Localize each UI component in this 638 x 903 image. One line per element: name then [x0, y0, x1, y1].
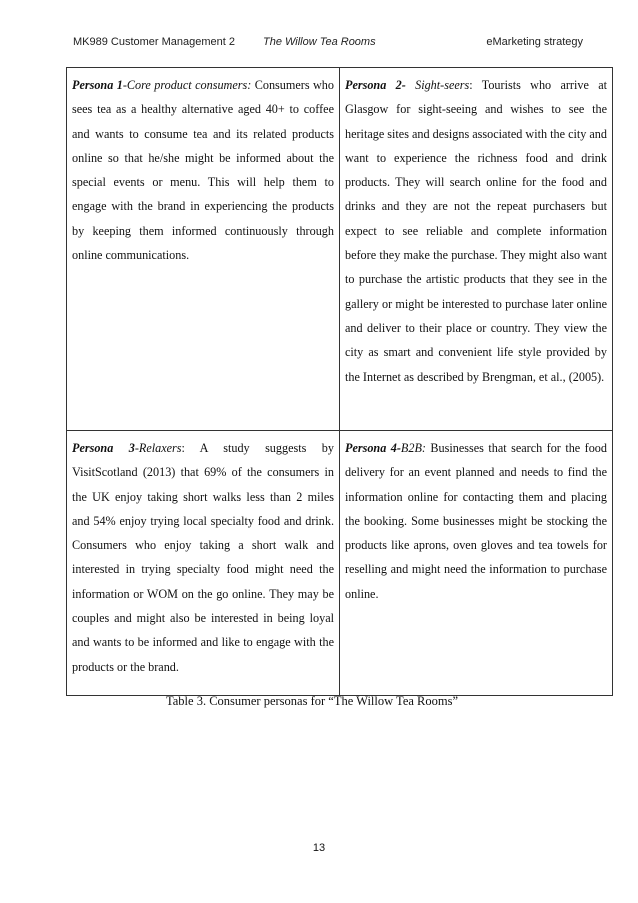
persona-cell-3: [67, 431, 340, 696]
personas-table: [66, 67, 613, 696]
header-course: MK989 Customer Management 2: [73, 36, 236, 48]
header-doc-type: eMarketing strategy: [486, 36, 583, 48]
persona-lead: Persona 1: [72, 78, 123, 92]
persona-lead: Persona 2-: [345, 78, 406, 92]
persona-type: Sight-seers: [405, 78, 470, 92]
persona-type: -Core product consumers:: [122, 78, 252, 92]
persona-type: B2B:: [400, 441, 426, 455]
table-caption: Table 3. Consumer personas for “The Willow Tea Rooms”: [166, 694, 459, 708]
persona-lead: Persona 3: [72, 441, 135, 455]
persona-text: Businesses that search for the food delivery for an event planned and needs to find the information online for contacting them and placing the booking. Some businesses might be stocking the products like aprons, oven gloves and tea towels for reselling and might need the information to purchase online.: [345, 441, 607, 601]
page-number: 13: [312, 842, 326, 854]
table-row: [67, 68, 613, 431]
persona-text: : A study suggests by VisitScotland (2013) that 69% of the consumers in the UK enjoy taking short walks less than 2 miles and 54% enjoy trying local specialty food and drink. Consumers who enjoy taking a short walk and interested in trying specialty food might need the information or WOM on the go online. They may be couples and might also be interested in being loyal and wants to be informed and like to engage with the products or the brand.: [72, 441, 334, 674]
persona-cell-2: [340, 68, 613, 431]
persona-cell-4: [340, 431, 613, 696]
table-row: [67, 431, 613, 696]
persona-text: Consumers who sees tea as a healthy alternative aged 40+ to coffee and wants to consume tea and its related products online so that he/she might be informed about the special events or menu. This will help them to engage with the brand in experiencing the products by keeping them informed continuously through online communications.: [72, 78, 334, 263]
page-header: [73, 36, 583, 52]
persona-text: : Tourists who arrive at Glasgow for sight-seeing and wishes to see the heritage sites and designs associated with the city and want to experience the richness food and drink products. They will search online for the food and drinks and they are not the repeat purchasers but expect to see reliable and complete information before they make the purchase. They might also want to purchase the artistic products that they see in the gallery or might be interested to purchase later online and deliver to their place or country. They view the city as smart and convenient life style provided by the Internet as described by Brengman, et al., (2005).: [345, 78, 607, 384]
persona-cell-1: [67, 68, 340, 431]
persona-lead: Persona 4-: [345, 441, 401, 455]
header-title: The Willow Tea Rooms: [263, 36, 376, 48]
persona-type: -Relaxers: [134, 441, 182, 455]
